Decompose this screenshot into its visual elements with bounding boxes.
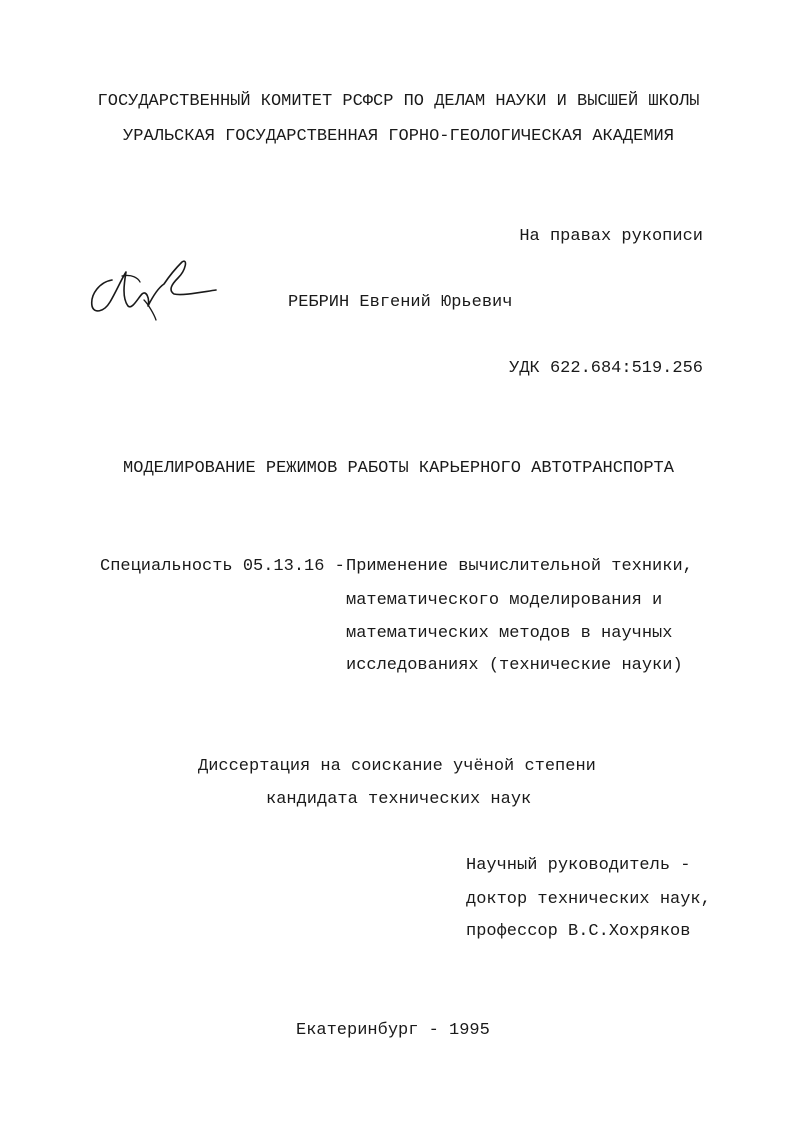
specialty-line: математического моделирования и: [346, 591, 663, 610]
author-name: РЕБРИН Евгений Юрьевич: [288, 293, 513, 312]
supervisor-line-3: профессор В.С.Хохряков: [466, 922, 691, 941]
manuscript-note: На правах рукописи: [519, 227, 703, 246]
institution-line-2: УРАЛЬСКАЯ ГОСУДАРСТВЕННАЯ ГОРНО-ГЕОЛОГИЧЕСКАЯ АКАДЕМИЯ: [123, 127, 674, 146]
specialty-label: Специальность 05.13.16 -: [100, 557, 345, 576]
supervisor-line-2: доктор технических наук,: [466, 890, 711, 909]
specialty-line: Применение вычислительной техники,: [346, 557, 693, 576]
supervisor-line-1: Научный руководитель -: [466, 856, 691, 875]
dissertation-title: МОДЕЛИРОВАНИЕ РЕЖИМОВ РАБОТЫ КАРЬЕРНОГО АВТОТРАНСПОРТА: [123, 459, 674, 478]
specialty-line: математических методов в научных: [346, 624, 673, 643]
city-year: Екатеринбург - 1995: [296, 1021, 490, 1040]
institution-line-1: ГОСУДАРСТВЕННЫЙ КОМИТЕТ РСФСР ПО ДЕЛАМ НАУКИ И ВЫСШЕЙ ШКОЛЫ: [97, 92, 700, 111]
author-signature: [82, 248, 222, 323]
dissertation-type-line-1: Диссертация на соискание учёной степени: [198, 757, 596, 776]
udk-code: УДК 622.684:519.256: [509, 359, 703, 378]
dissertation-type-line-2: кандидата технических наук: [266, 790, 532, 809]
specialty-line: исследованиях (технические науки): [346, 656, 683, 675]
